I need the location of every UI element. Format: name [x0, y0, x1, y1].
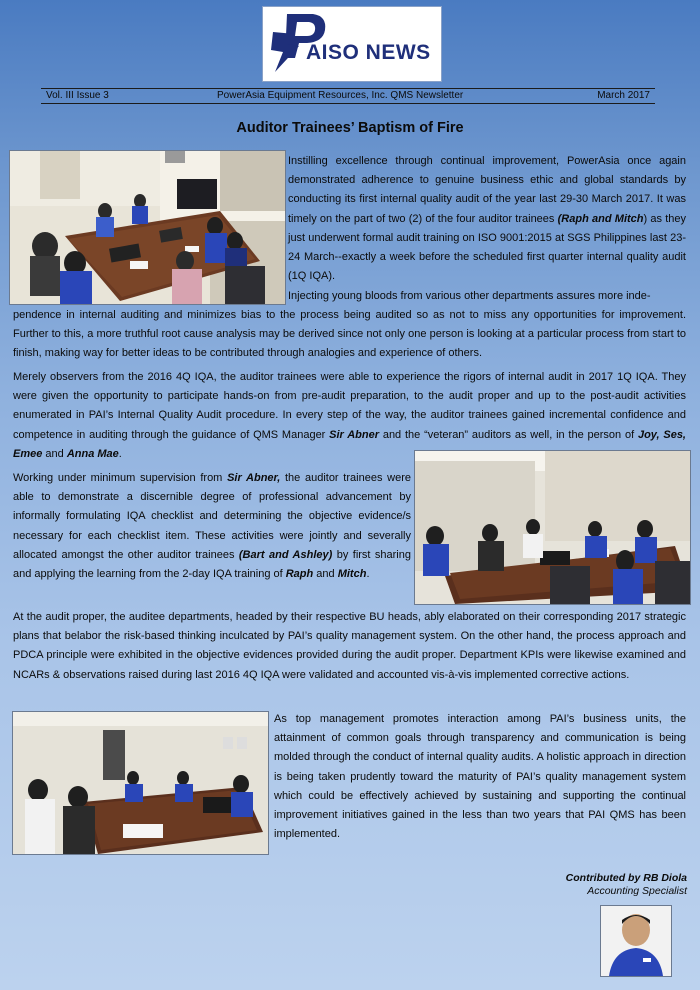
contributor-line [566, 872, 687, 885]
paragraph-4-text: Working under minimum supervision from [13, 472, 228, 484]
paragraph-1-text-cont: ) as they just underwent formal audit training on ISO 9001:2015 at SGS Philippines last 23-24 March--exactly a week before the scheduled first quarter internal quality audit (1Q IQA). [288, 212, 686, 283]
article-paragraph-5 [13, 608, 686, 685]
paragraph-4-text-cont: the auditor trainees were able to demonstrate a discernible degree of professional advancement by informally formulating IQA checklist and determining the objective evidence/s necessary for each checklist item. These activities were jointly and severally allocated amongst the other auditor trainees [13, 472, 411, 561]
article-paragraph-4 [13, 469, 411, 584]
volume-issue: Vol. III Issue 3 [46, 90, 109, 101]
paragraph-3-text-cont: and the “veteran” auditors as well, in the person of [379, 428, 638, 441]
issue-info-bar [41, 88, 655, 104]
audit-meeting-photo-1 [9, 150, 286, 305]
auditor-anna-mae: Anna Mae [66, 447, 119, 460]
masthead-logo [262, 6, 442, 82]
paragraph-2-start: Injecting young bloods from various other departments assures more inde- [288, 290, 651, 302]
audit-meeting-photo-3 [12, 711, 269, 855]
masthead-title: AISO NEWS [306, 41, 431, 64]
veteran-auditors-names: Joy, Ses, Emee [13, 428, 686, 460]
conference-room-image [13, 712, 268, 854]
period: . [366, 568, 370, 581]
trainee-raph: Raph [285, 568, 314, 581]
paragraph-4-text-cont-2: by first sharing and applying the learning from the 2-day IQA training of [13, 548, 411, 581]
avatar [601, 906, 671, 976]
period: . [118, 447, 122, 460]
article-paragraph-6 [274, 710, 686, 844]
paragraph-2-cont: pendence in internal auditing and minimizes bias to the process being audited so as not to miss any opportunities for improvement. Further to this, a more truthful root cause analysis may be derived since not only one person is looking at a particular process from start to finish, making way for better ideas to be contributed through analogies and experience of others. [13, 309, 686, 360]
trainee-mitch: Mitch [337, 568, 367, 581]
trainee-names-bart-ashley: (Bart and Ashley) [238, 548, 333, 561]
manager-name-abner: Sir Abner, [227, 472, 281, 484]
paragraph-5-text: At the audit proper, the auditee departments, headed by their respective BU heads, ably elaborated on their corresponding 2017 strategic plans that belabor the risk-based thinking inculcated by PAI’s quality management system. On the other hand, the process approach and PDCA principle were exhibited in the objective evidences provided during the audit proper. Department KPIs were likewise examined and NCARs & observations raised during last 2016 4Q IQA were validated and accounted vis-à-vis implemented corrective actions. [13, 611, 686, 681]
paragraph-1-text: Instilling excellence through continual improvement, PowerAsia once again demonstrated adherence to genuine business ethic and global standards by conducting its first internal quality audit of the year last 29-30 March 2017. It was timely on the part of two (2) of the four auditor trainees [288, 155, 686, 225]
trainee-names-raph-mitch: (Raph and Mitch [557, 212, 644, 225]
article-paragraph-2b [13, 306, 686, 364]
publication-name: PowerAsia Equipment Resources, Inc. QMS Newsletter [217, 90, 464, 101]
and-conjunction: and [313, 568, 338, 581]
qms-manager-name: Sir Abner [329, 428, 380, 441]
article-paragraph-1 [288, 152, 686, 286]
article-paragraph-2a [288, 287, 686, 306]
contributor-credit [566, 872, 687, 898]
audit-meeting-photo-2 [414, 450, 691, 605]
paragraph-6-text: As top management promotes interaction among PAI’s business units, the attainment of common goals through transparency and communication is being molded through the conduct of internal quality audits. A holistic approach in direction is being taken prudently toward the maturity of PAI’s quality management system which could be effectively achieved by sustaining and supporting the continual improvement initiatives gained in the less than two years that PAI QMS has been implemented. [274, 713, 686, 841]
issue-date: March 2017 [597, 90, 650, 101]
and-conjunction: and [42, 447, 67, 460]
article-title: Auditor Trainees’ Baptism of Fire [236, 120, 464, 136]
contributor-name: RB Diola [643, 872, 687, 884]
meeting-room-image [10, 151, 285, 304]
paragraph-3-text: Merely observers from the 2016 4Q IQA, the auditor trainees were able to experience the rigors of internal audit in 2017 1Q IQA. They were given the opportunity to participate hands-on from pre-audit preparation, to the audit proper and up to the post-audit activities enumerated in PAI’s Internal Quality Audit procedure. In every step of the way, the auditor trainees gained incremental confidence and competence in auditing through the guidance of QMS Manager [13, 371, 686, 441]
contributed-by-label: Contributed by [565, 872, 644, 884]
audit-room-image [415, 451, 690, 604]
contributor-portrait [600, 905, 672, 977]
contributor-role: Accounting Specialist [587, 885, 687, 897]
